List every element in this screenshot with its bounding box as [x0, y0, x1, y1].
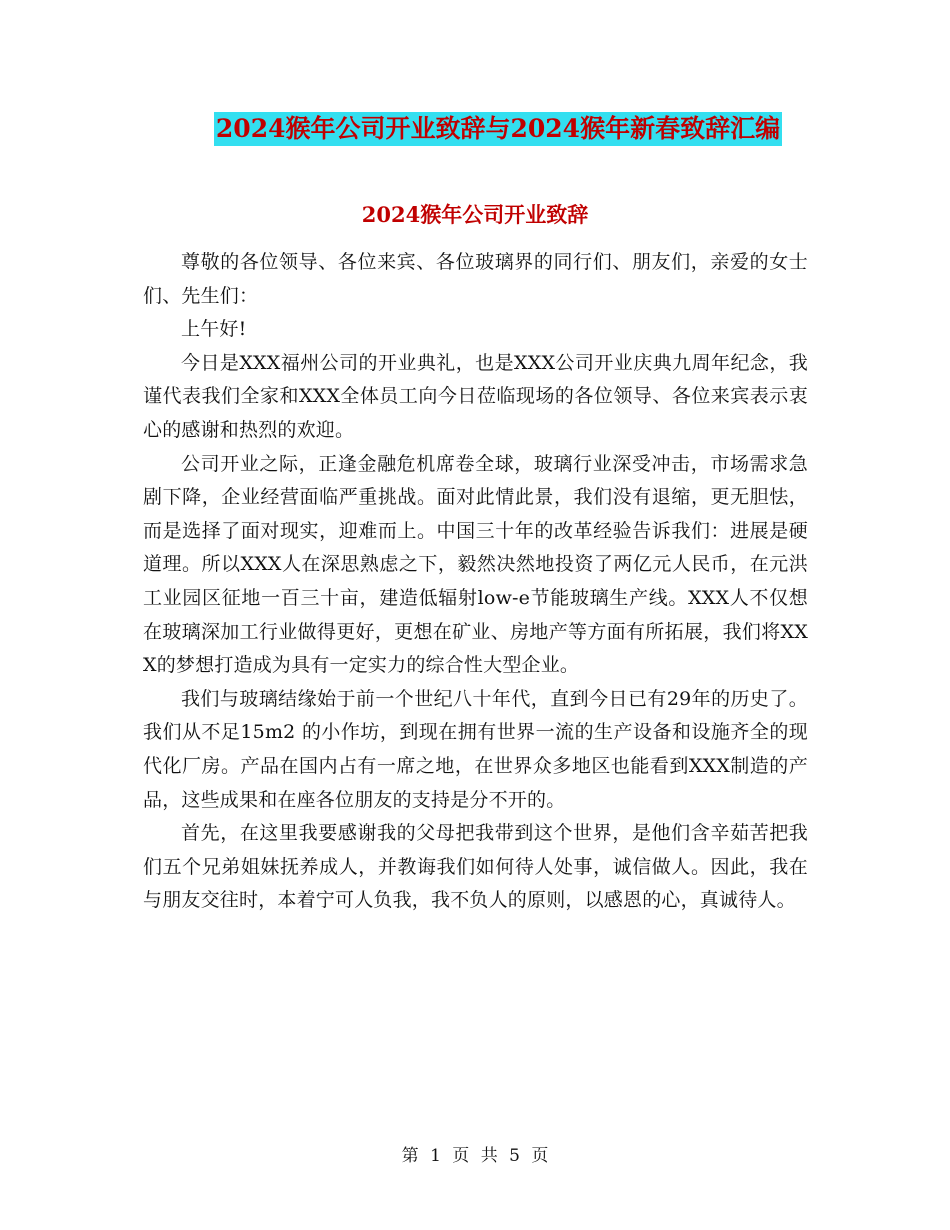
paragraph-good-morning: 上午好!	[181, 318, 247, 341]
paragraph-opening: 今日是XXX福州公司的开业典礼，也是XXX公司开业庆典九周年纪念，我谨代表我们全家和XXX全体员工向今日莅临现场的各位领导、各位来宾表示衷心的感谢和热烈的欢迎。	[143, 351, 808, 441]
document-title-container	[0, 112, 950, 146]
paragraph-thanks: 首先，在这里我要感谢我的父母把我带到这个世界，是他们含辛茹苦把我们五个兄弟姐妹抚养成人，并教诲我们如何待人处事，诚信做人。因此，我在与朋友交往时，本着宁可人负我，我不负人的原则，以感恩的心，真诚待人。	[143, 822, 808, 912]
paragraph-history: 我们与玻璃结缘始于前一个世纪八十年代，直到今日已有29年的历史了。我们从不足15m2 的小作坊，到现在拥有世界一流的生产设备和设施齐全的现代化厂房。产品在国内占有一席之地，在世界众多地区也能看到XXX制造的产品，这些成果和在座各位朋友的支持是分不开的。	[143, 687, 808, 811]
document-title: 2024猴年公司开业致辞与2024猴年新春致辞汇编	[214, 112, 782, 146]
section-title: 2024猴年公司开业致辞	[361, 202, 589, 227]
page-footer: 第 1 页 共 5 页	[401, 1146, 549, 1166]
paragraph-greeting: 尊敬的各位领导、各位来宾、各位玻璃界的同行们、朋友们，亲爱的女士们、先生们：	[143, 251, 808, 307]
paragraph-business: 公司开业之际，正逢金融危机席卷全球，玻璃行业深受冲击，市场需求急剧下降，企业经营面临严重挑战。面对此情此景，我们没有退缩，更无胆怯，而是选择了面对现实，迎难而上。中国三十年的改革经验告诉我们：进展是硬道理。所以XXX人在深思熟虑之下，毅然决然地投资了两亿元人民币，在元洪工业园区征地一百三十亩，建造低辐射low-e节能玻璃生产线。XXX人不仅想在玻璃深加工行业做得更好，更想在矿业、房地产等方面有所拓展，我们将XXX的梦想打造成为具有一定实力的综合性大型企业。	[143, 452, 808, 677]
document-body	[143, 246, 808, 918]
